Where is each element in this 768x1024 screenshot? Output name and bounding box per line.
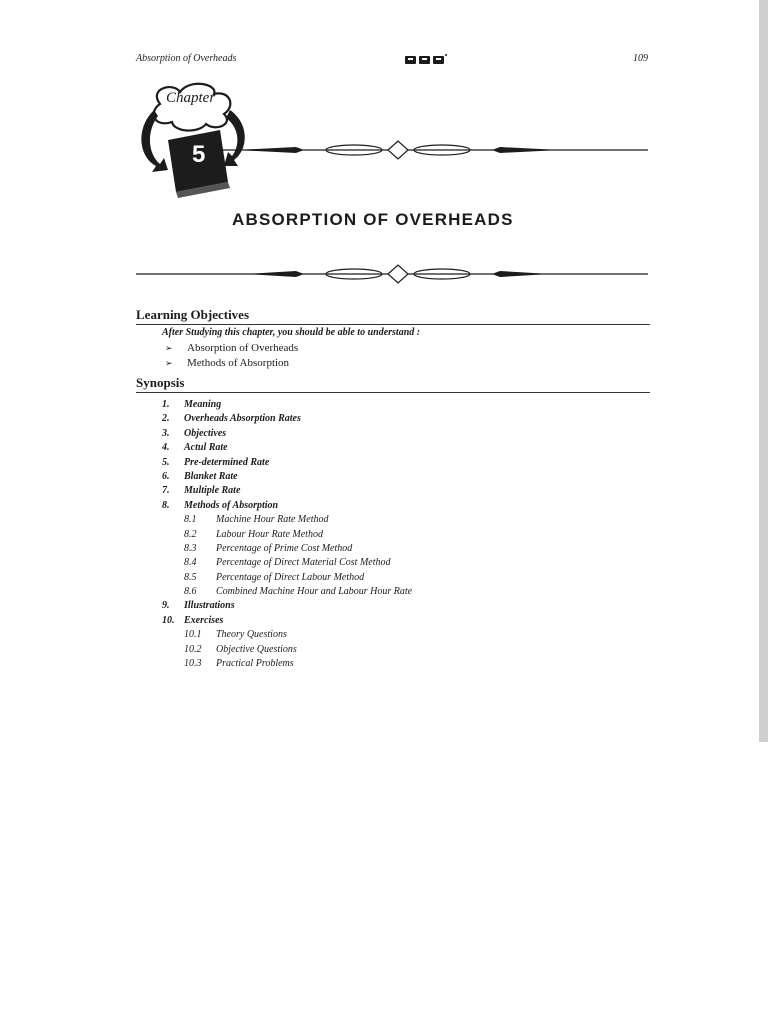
scrollbar[interactable] (759, 0, 768, 742)
list-item: 10. Exercises (162, 614, 224, 626)
sub-list-item: 10.2 Objective Questions (184, 643, 297, 655)
synopsis-list (162, 398, 412, 671)
chapter-word: Chapter (166, 90, 216, 106)
sub-list-item: 8.1 Machine Hour Rate Method (184, 514, 329, 526)
ornamental-rule-icon (136, 259, 648, 289)
sub-list-item: 8.6 Combined Machine Hour and Labour Hour Rate (184, 586, 413, 598)
list-item: 4. Actul Rate (162, 442, 228, 454)
list-item: 2. Overheads Absorption Rates (162, 413, 301, 425)
synopsis-heading: Synopsis (136, 375, 650, 393)
learning-objectives-intro: After Studying this chapter, you should be able to understand : (162, 327, 421, 338)
arrowhead-bullet-icon: ➢ (165, 357, 173, 368)
list-item: 9. Illustrations (162, 600, 235, 612)
arrowhead-bullet-icon: ➢ (165, 343, 173, 353)
sub-list-item: 8.3 Percentage of Prime Cost Method (184, 542, 353, 554)
learning-objectives-heading: Learning Objectives (136, 307, 650, 325)
sub-list-item: 10.1 Theory Questions (184, 629, 287, 641)
learning-objectives-list (165, 341, 298, 370)
publisher-logo-icon (404, 53, 448, 65)
list-item: 3. Objectives (162, 427, 227, 439)
list-item: 6. Blanket Rate (162, 470, 238, 482)
chapter-title: ABSORPTION OF OVERHEADS (232, 210, 514, 229)
page-number: 109 (633, 53, 648, 64)
list-item: 5. Pre-determined Rate (162, 456, 270, 468)
list-item: 1. Meaning (162, 399, 222, 410)
sub-list-item: 10.3 Practical Problems (184, 658, 294, 670)
list-item: 7. Multiple Rate (162, 485, 241, 497)
sub-list-item: 8.4 Percentage of Direct Material Cost Method (184, 557, 391, 569)
running-title: Absorption of Overheads (136, 53, 237, 64)
sub-list-item: 8.5 Percentage of Direct Labour Method (184, 571, 365, 583)
sub-list-item: 8.2 Labour Hour Rate Method (184, 528, 323, 540)
list-item: 8. Methods of Absorption (162, 499, 279, 511)
list-item: ➢ Absorption of Overheads (165, 342, 299, 354)
list-item: ➢ Methods of Absorption (165, 356, 290, 369)
chapter-number: 5 (192, 141, 206, 168)
page-header (136, 53, 648, 69)
